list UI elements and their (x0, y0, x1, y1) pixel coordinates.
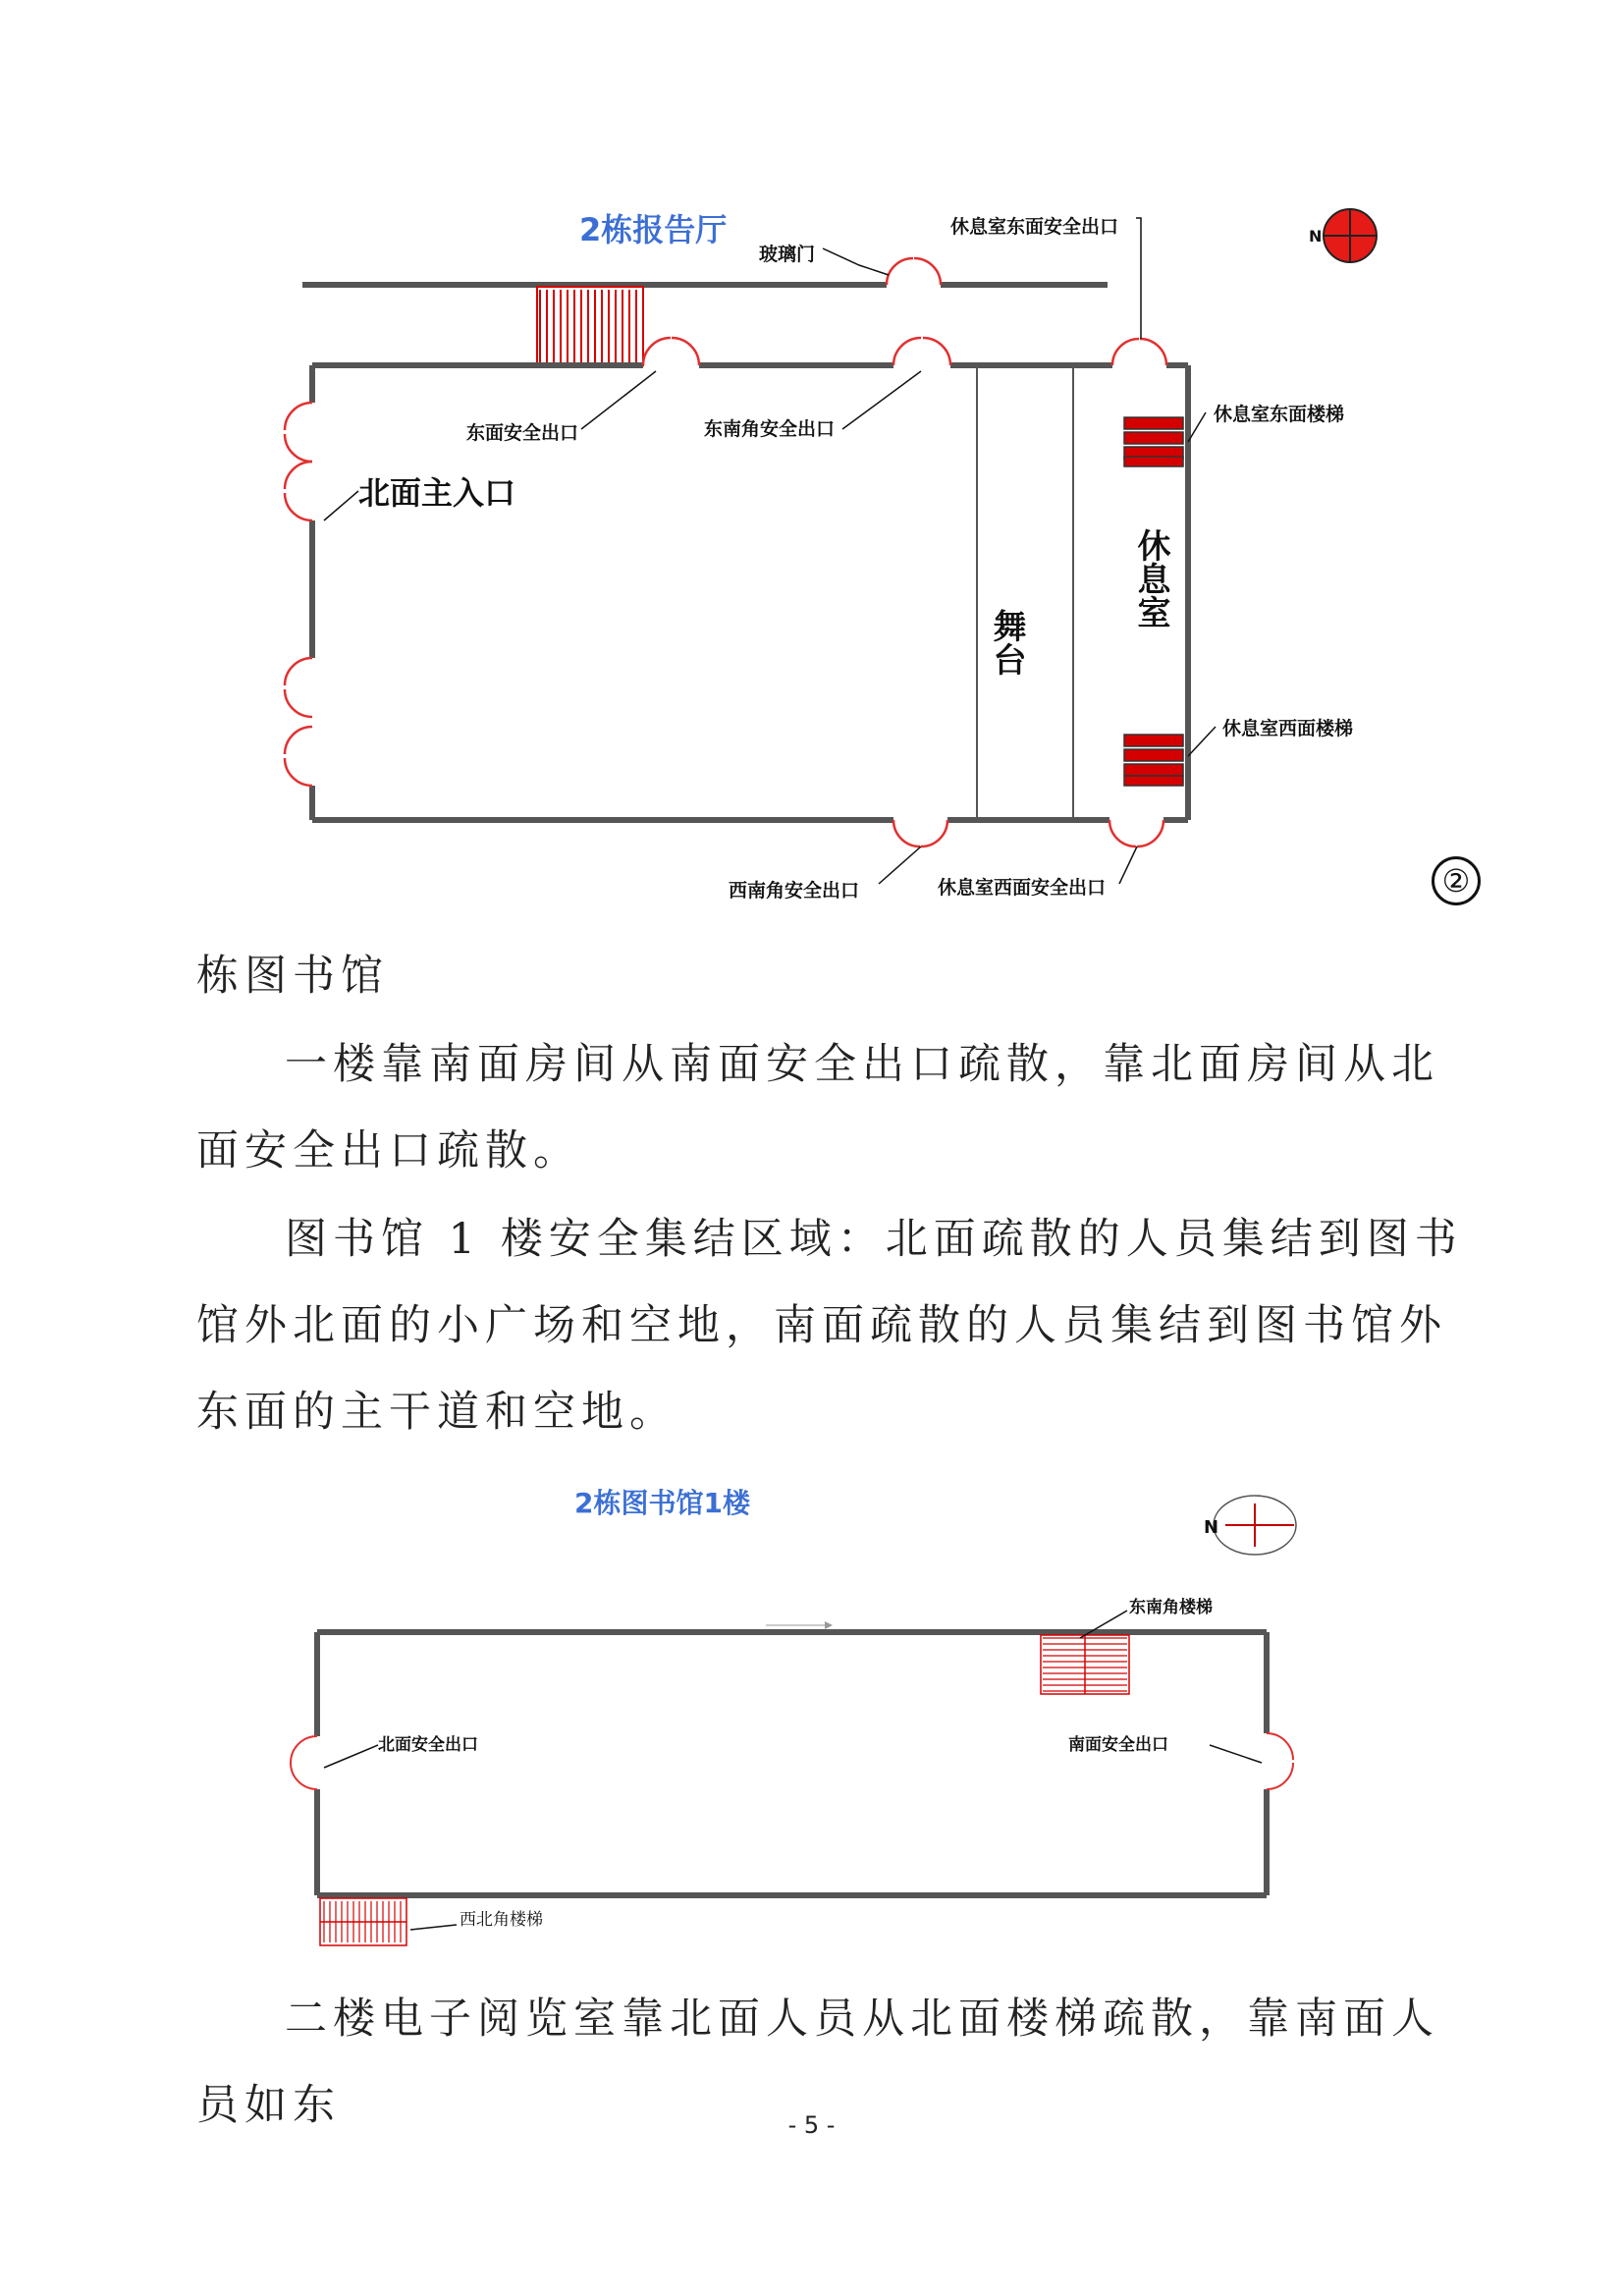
library-title: 2栋图书馆1楼 (574, 1487, 750, 1519)
label-north-exit: 北面安全出口 (378, 1735, 478, 1755)
label-stage: 舞台 (987, 609, 1026, 676)
southeast-stair (1041, 1635, 1129, 1694)
figure-number: ② (1432, 856, 1481, 905)
label-lounge-east-exit: 休息室东面安全出口 (950, 216, 1119, 238)
library-north-compass (1204, 1496, 1296, 1555)
label-southeast-stair: 东南角楼梯 (1129, 1598, 1213, 1617)
paragraph-3: 二楼电子阅览室靠北面人员从北面楼梯疏散，靠南面人员如东 (196, 1995, 1439, 2130)
section-heading: 栋图书馆 (196, 952, 389, 1001)
label-southwest-exit: 西南角安全出口 (729, 880, 860, 902)
label-southeast-exit: 东南角安全出口 (704, 418, 836, 440)
paragraph-2: 图书馆 1 楼安全集结区域：北面疏散的人员集结到图书馆外北面的小广场和空地，南面疏散的人员集结到图书馆外东面的主干道和空地。 (196, 1215, 1463, 1437)
glass-door (887, 258, 941, 285)
label-east-exit: 东面安全出口 (466, 422, 579, 444)
label-lounge-west-exit: 休息室西面安全出口 (938, 877, 1107, 899)
auditorium-floor-plan (0, 0, 1623, 943)
library-walls (317, 1632, 1267, 1895)
southwest-exit-door (893, 820, 947, 847)
label-lounge-east-stair: 休息室东面楼梯 (1214, 404, 1345, 425)
southeast-exit-door (893, 338, 950, 365)
south-exit-door (1267, 1733, 1293, 1789)
page-number: - 5 - (787, 2111, 836, 2139)
dimension-marker (766, 1621, 833, 1629)
northwest-stair (320, 1898, 406, 1945)
label-northwest-stair: 西北角楼梯 (460, 1910, 543, 1930)
paragraph-1: 一楼靠南面房间从南面安全出口疏散，靠北面房间从北面安全出口疏散。 (196, 1040, 1439, 1175)
compass-n-label: N (1309, 227, 1323, 246)
lounge-west-stair (1124, 735, 1183, 786)
auditorium-title: 2栋报告厅 (579, 211, 728, 248)
library-compass-n-label: N (1204, 1517, 1219, 1538)
lounge-west-exit-door (1109, 820, 1163, 847)
north-compass (1309, 209, 1377, 262)
lounge-east-exit-door (1112, 339, 1166, 365)
east-exit-door (643, 338, 699, 365)
north-entrance-doors (285, 403, 312, 786)
label-south-exit: 南面安全出口 (1068, 1735, 1168, 1755)
label-glass-door: 玻璃门 (759, 244, 816, 265)
lounge-east-stair (1124, 417, 1183, 466)
stage-walls (977, 368, 1073, 817)
leader-lines (324, 218, 1216, 884)
label-north-entrance: 北面主入口 (358, 474, 516, 512)
label-lounge: 休息室 (1131, 528, 1170, 629)
north-exit-door (291, 1736, 317, 1789)
label-lounge-west-stair: 休息室西面楼梯 (1222, 718, 1354, 739)
